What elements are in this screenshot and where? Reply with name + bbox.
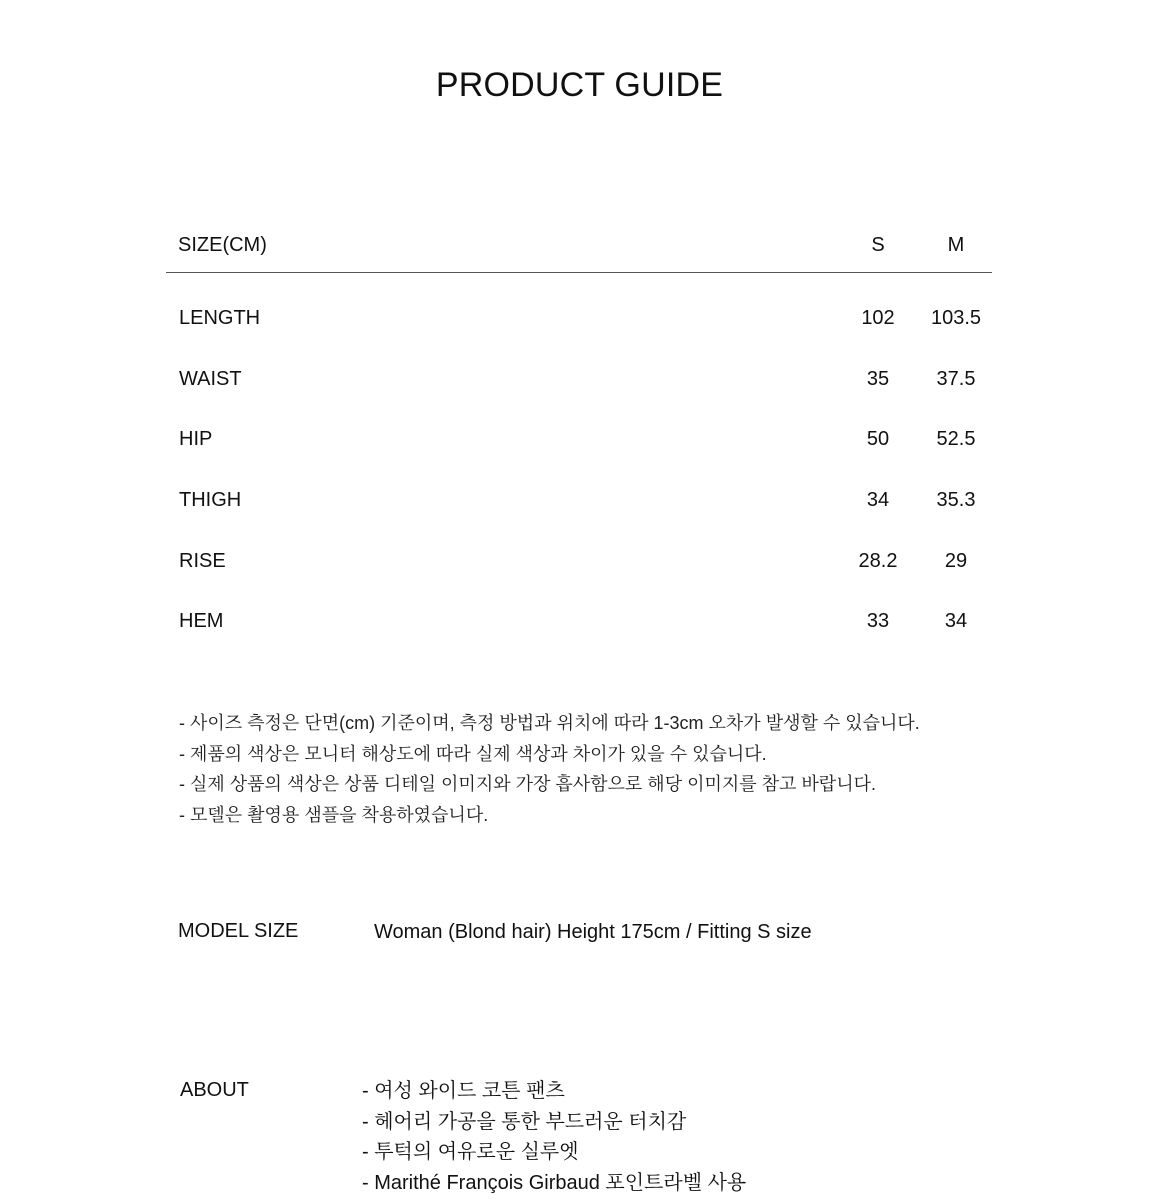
list-item: - 여성 와이드 코튼 팬츠 <box>362 1080 565 1102</box>
row-label: LENGTH <box>179 307 261 329</box>
cell-m: 52.5 <box>936 428 976 451</box>
note-line: - 모델은 촬영용 샘플을 착용하였습니다. <box>179 804 489 825</box>
about-list <box>362 1076 746 1198</box>
model-size-label: MODEL SIZE <box>178 920 299 942</box>
table-row <box>166 479 992 540</box>
table-row <box>166 540 992 601</box>
cell-m: 103.5 <box>930 307 982 329</box>
row-label: THIGH <box>179 489 242 512</box>
list-item: - 헤어리 가공을 통한 부드러운 터치감 <box>362 1110 687 1133</box>
size-header-label: SIZE(CM) <box>178 234 267 256</box>
table-row <box>166 297 992 358</box>
about-label: ABOUT <box>180 1079 249 1101</box>
row-label: HIP <box>179 428 213 451</box>
cell-s: 34 <box>866 489 890 512</box>
page-title: PRODUCT GUIDE <box>435 66 724 104</box>
cell-s: 102 <box>861 307 895 329</box>
note-line: - 제품의 색상은 모니터 해상도에 따라 실제 색상과 차이가 있을 수 있습니다. <box>179 743 767 764</box>
cell-s: 28.2 <box>858 549 898 572</box>
row-label: HEM <box>179 610 224 633</box>
cell-s: 33 <box>866 610 890 633</box>
model-size-value: Woman (Blond hair) Height 175cm / Fitting S size <box>374 921 812 943</box>
column-header-s: S <box>871 234 885 256</box>
size-table-body <box>166 297 992 661</box>
row-label: RISE <box>179 549 226 572</box>
cell-m: 29 <box>944 549 968 572</box>
table-row <box>166 418 992 479</box>
note-line: - 사이즈 측정은 단면(cm) 기준이며, 측정 방법과 위치에 따라 1-3cm 오차가 발생할 수 있습니다. <box>179 713 920 733</box>
note-line: - 실제 상품의 색상은 상품 디테일 이미지와 가장 흡사함으로 해당 이미지를 참고 바랍니다. <box>179 774 876 794</box>
cell-m: 37.5 <box>936 367 976 390</box>
measurement-notes <box>179 708 920 830</box>
table-row <box>166 358 992 419</box>
cell-s: 50 <box>866 428 890 451</box>
row-label: WAIST <box>179 367 242 390</box>
table-row <box>166 600 992 661</box>
column-header-m: M <box>947 234 965 256</box>
cell-m: 35.3 <box>936 489 976 512</box>
list-item: - Marithé François Girbaud 포인트라벨 사용 <box>362 1171 747 1194</box>
cell-s: 35 <box>866 367 890 390</box>
list-item: - 투턱의 여유로운 실루엣 <box>362 1141 579 1163</box>
cell-m: 34 <box>944 610 968 633</box>
size-table-header <box>166 230 992 273</box>
